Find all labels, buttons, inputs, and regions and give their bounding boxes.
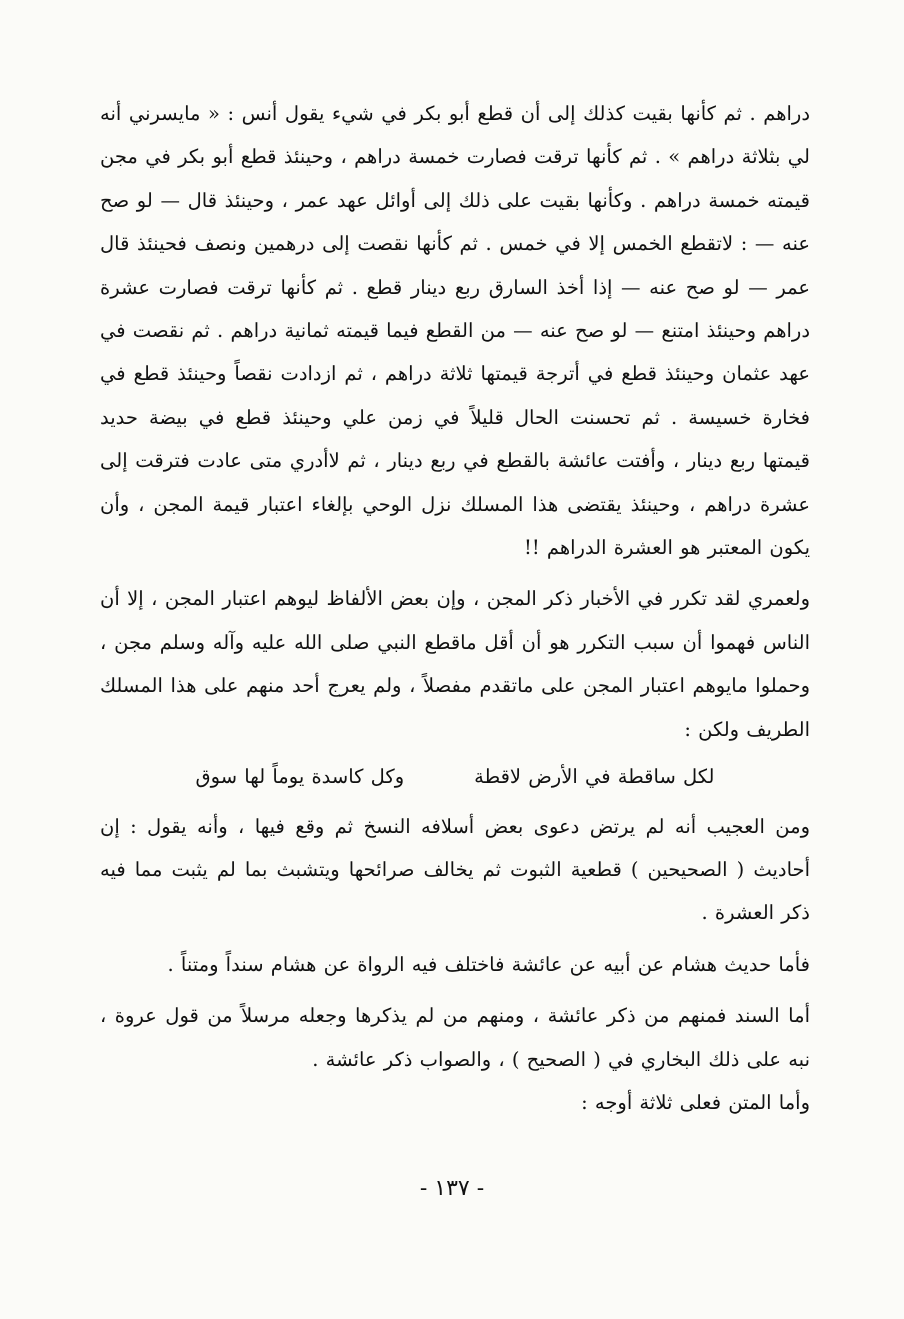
verse-second-hemistich: وكل كاسدة يوماً لها سوق <box>195 765 405 789</box>
verse-first-hemistich: لكل ساقطة في الأرض لاقطة <box>474 765 715 789</box>
body-text <box>100 92 810 1124</box>
paragraph-2: ولعمري لقد تكرر في الأخبار ذكر المجن ، وإن بعض الألفاظ ليوهم اعتبار المجن ، إلا أن الناس فهموا أن سبب التكرر هو أن أقل ماقطع النبي صلى الله عليه وآله وسلم مجن ، وحملوا مايوهم اعتبار المجن على ماتقدم مفصلاً ، ولم يعرج أحد منهم على هذا المسلك الطريف ولكن : <box>100 587 810 741</box>
paragraph-5: أما السند فمنهم من ذكر عائشة ، ومنهم من لم يذكرها وجعله مرسلاً من قول عروة ، نبه على ذلك البخاري في ( الصحيح ) ، والصواب ذكر عائشة . <box>100 1004 810 1071</box>
paragraph-4: فأما حديث هشام عن أبيه عن عائشة فاختلف فيه الرواة عن هشام سنداً ومتناً . <box>167 952 810 976</box>
paragraph-1: دراهم . ثم كأنها بقيت كذلك إلى أن قطع أبو بكر في شيء يقول أنس : « مايسرني أنه لي بثلاثة دراهم » . ثم كأنها ترقت فصارت خمسة دراهم ، وحينئذ قطع أبو بكر في مجن قيمته خمسة دراهم . وكأنها بقيت على ذلك إلى أوائل عهد عمر ، وحينئذ قال — لو صح عنه — : لاتقطع الخمس إلا في خمس . ثم كأنها نقصت إلى درهمين ونصف فحينئذ قال عمر — لو صح عنه — إذا أخذ السارق ربع دينار قطع . ثم كأنها ترقت فصارت عشرة دراهم وحينئذ امتنع — لو صح عنه — من القطع فيما قيمته ثمانية دراهم . ثم نقصت في عهد عثمان وحينئذ قطع في أترجة قيمتها ثلاثة دراهم ، ثم ازدادت نقصاً وحينئذ قطع في فخارة خسيسة . ثم تحسنت الحال قليلاً في زمن علي وحينئذ قطع في بيضة حديد قيمتها ربع دينار ، وأفتت عائشة بالقطع في ربع دينار ، ثم لاأدري متى عادت فترقت إلى عشرة دراهم ، وحينئذ يقتضى هذا المسلك نزل الوحي بإلغاء اعتبار قيمة المجن ، وأن يكون المعتبر هو العشرة الدراهم !! <box>100 102 810 560</box>
paragraph-6: وأما المتن فعلى ثلاثة أوجه : <box>581 1090 810 1114</box>
page-number: - ١٣٧ - <box>419 1176 485 1201</box>
paragraph-3: ومن العجيب أنه لم يرتض دعوى بعض أسلافه النسخ ثم وقع فيها ، وأنه يقول : إن أحاديث ( الصحيحين ) قطعية الثبوت ثم يخالف صرائحها ويتشبث بما لم يثبت مما فيه ذكر العشرة . <box>100 814 810 925</box>
poetry-verse <box>100 755 810 798</box>
